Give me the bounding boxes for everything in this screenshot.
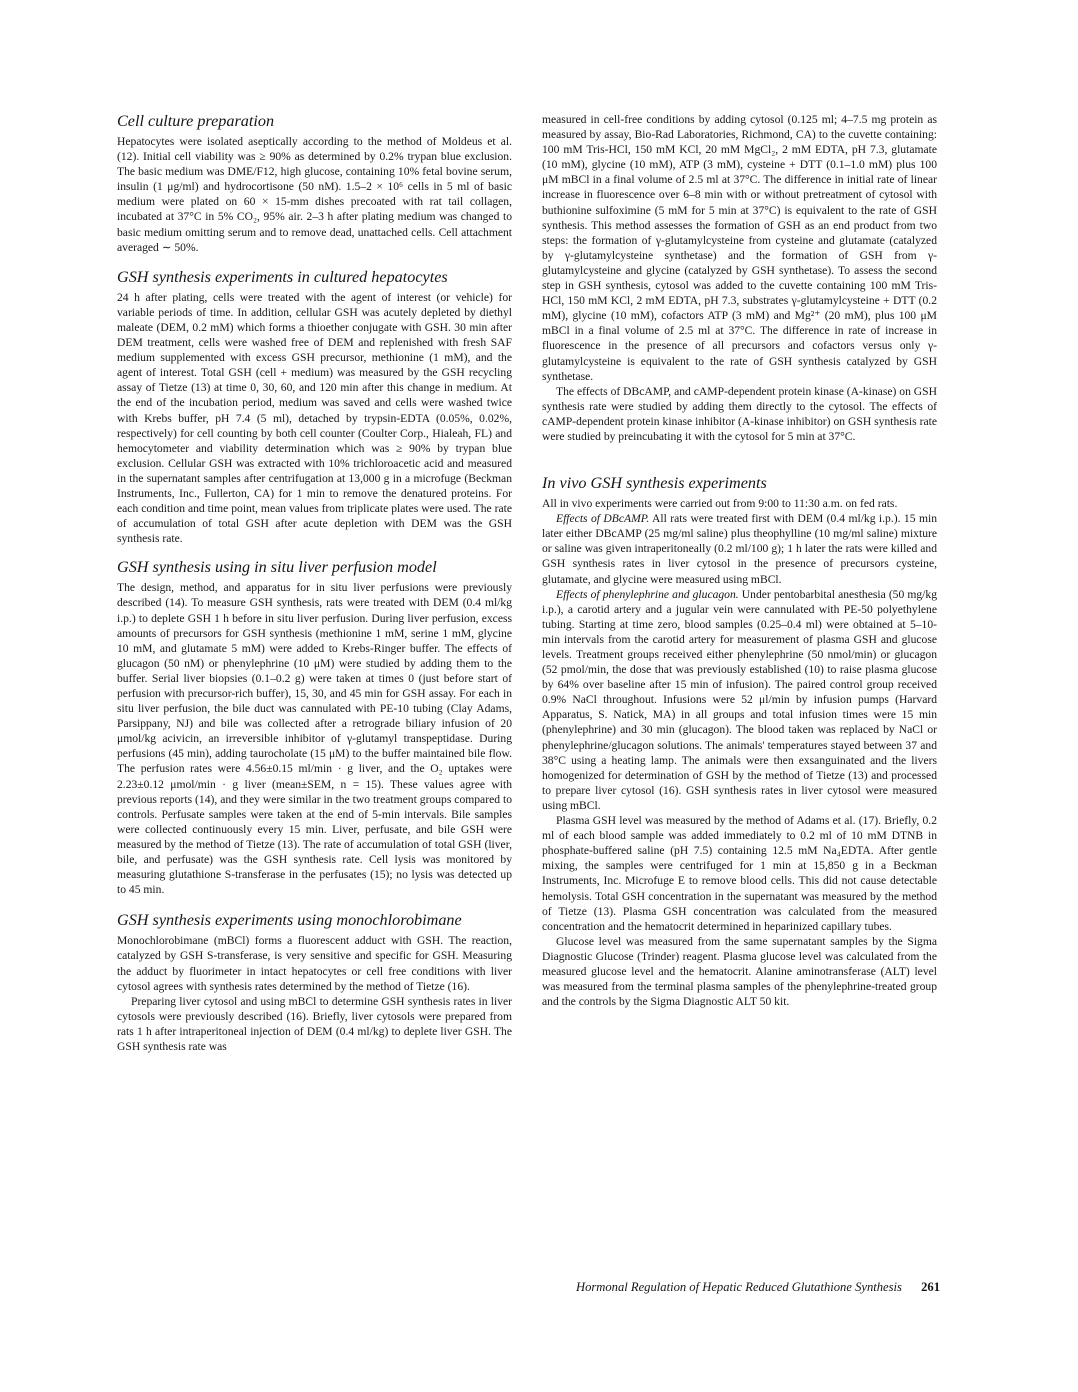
paragraph-cell-free-assay: measured in cell-free conditions by adding cytosol (0.125 ml; 4–7.5 mg protein as measured by assay, Bio-Rad Laboratories, Richmond, CA) to the cuvette containing: 100 mM Tris-HCl, 150 mM KCl, 20 mM MgCl₂, 2 mM EDTA, pH 7.3, glutamate (10 mM), glycine (10 mM), ATP (3 mM), cysteine + DTT (0.1–1.0 mM) plus 100 μM mBCl in a final volume of 2.5 ml at 37°C. The difference in initial rate of linear increase in fluorescence over 6–8 min with or without pretreatment of cytosol with buthionine sulfoximine (5 mM for 5 min at 37°C) is equivalent to the rate of GSH synthesis. This method assesses the formation of GSH as an end product from two steps: the formation of γ-glutamylcysteine from cysteine and glutamate (catalyzed by γ-glutamylcysteine synthetase) and the formation of GSH from γ-glutamylcysteine and glycine (catalyzed by GSH synthetase). To assess the second step in GSH synthesis, cytosol was added to the cuvette containing 100 mM Tris-HCl, 150 mM KCl, 2 mM EDTA, pH 7.3, substrates γ-glutamylcysteine + DTT (0.2 mM), glycine (10 mM), cofactors ATP (3 mM) and Mg²⁺ (20 mM), plus 100 μM mBCl in a final volume of 2.5 ml at 37°C. The difference in rate of increase in fluorescence in the presence of all precursors and cofactors versus only γ-glutamylcysteine is equivalent to the rate of GSH synthesis catalyzed by GSH synthetase. (542, 113, 937, 383)
effects-dbcamp-text: All rats were treated first with DEM (0.4 ml/kg i.p.). 15 min later either DBcAMP (25 mg/ml saline) plus theophylline (10 mg/ml saline) mixture or saline was given intraperitoneally (0.2 ml/100 g); 1 h later the rats were killed and GSH synthesis rates in liver cytosol in the presence of precursors cysteine, glutamate, and glycine were measured using mBCl. (542, 512, 937, 586)
effects-phenylephrine-lead: Effects of phenylephrine and glucagon. (556, 587, 739, 601)
paragraph-glucose-level: Glucose level was measured from the same supernatant samples by the Sigma Diagnostic Glucose (Trinder) reagent. Plasma glucose level was calculated from the measured glucose level and the hematocrit. Alanine aminotransferase (ALT) level was measured from the terminal plasma samples of the phenylephrine-treated group and the controls by the Sigma Diagnostic ALT 50 kit. (542, 934, 937, 1009)
section-heading-cell-culture: Cell culture preparation (117, 112, 275, 130)
running-title: Hormonal Regulation of Hepatic Reduced Glutathione Synthesis (575, 1280, 902, 1294)
section-heading-cultured-hepatocytes: GSH synthesis experiments in cultured hepatocytes (117, 267, 448, 286)
page-number: 261 (921, 1280, 940, 1294)
section-heading-liver-perfusion: GSH synthesis using in situ liver perfusion model (117, 558, 437, 577)
paragraph-cultured-hepatocytes: 24 h after plating, cells were treated with the agent of interest (or vehicle) for variable periods of time. In addition, cellular GSH was acutely depleted by diethyl maleate (DEM, 0.2 mM) which forms a thioether conjugate with GSH. 30 min after DEM treatment, cells were washed free of DEM and replenished with fresh SAF medium supplemented with excess GSH precursor, methionine (1 mM), and the agent of interest. Total GSH (cell + medium) was measured by the GSH recycling assay of Tietze (13) at time 0, 30, 60, and 120 min after this change in medium. At the end of the incubation period, medium was saved and cells were washed twice with Krebs buffer, pH 7.4 (5 ml), detached by trypsin-EDTA (0.05%, 0.02%, respectively) for cell counting by both cell counter (Coulter Corp., Hialeah, FL) and hemocytometer and viability determination which was ≥ 90% by trypan blue exclusion. Cellular GSH was extracted with 10% trichloroacetic acid and measured in the supernatant samples after centrifugation at 13,000 g in a microfuge (Beckman Instruments, Inc., Fullerton, CA) for 1 min to remove the denatured proteins. For each condition and time point, mean values from triplicate plates were used. The rate of accumulation of total GSH after acute depletion with DEM was the GSH synthesis rate. (117, 290, 512, 546)
section-heading-in-vivo: In vivo GSH synthesis experiments (542, 474, 767, 493)
paragraph-monochlorobimane-1: Monochlorobimane (mBCl) forms a fluorescent adduct with GSH. The reaction, catalyzed by GSH S-transferase, is very sensitive and specific for GSH. Measuring the adduct by fluorimeter in intact hepatocytes or cell free conditions with liver cytosol agrees with synthesis rates determined by the method of Tietze (16). (117, 934, 512, 993)
effects-dbcamp-lead: Effects of DBcAMP. (556, 512, 650, 526)
paragraph-cell-culture: Hepatocytes were isolated aseptically according to the method of Moldeus et al. (12). Initial cell viability was ≥ 90% as determined by 0.2% trypan blue exclusion. The basic medium was DME/F12, high glucose, containing 10% fetal bovine serum, insulin (1 μg/ml) and hydrocortisone (50 nM). 1.5–2 × 10⁶ cells in 5 ml of basic medium were plated on 60 × 15-mm dishes precoated with rat tail collagen, incubated at 37°C in 5% CO₂, 95% air. 2–3 h after plating medium was changed to basic medium omitting serum and to remove dead, unattached cells. Cell attachment averaged ∼ 50%. (117, 135, 512, 254)
paragraph-in-vivo-timing: All in vivo experiments were carried out from 9:00 to 11:30 a.m. on fed rats. (542, 497, 898, 511)
left-column (117, 112, 512, 1054)
paragraph-plasma-gsh: Plasma GSH level was measured by the method of Adams et al. (17). Briefly, 0.2 ml of each blood sample was added immediately to 0.2 ml of 10 mM DTNB in phosphate-buffered saline (pH 7.5) containing 12.5 mM Na₄EDTA. After gentle mixing, the samples were centrifuged for 1 min at 15,850 g in a Beckman Instruments, Inc. Microfuge E to remove blood cells. This did not cause detectable hemolysis. Total GSH concentration in the supernatant was measured by the method of Tietze (13). Plasma GSH concentration was calculated from the measured concentration and the hematocrit determined in heparinized capillary tubes. (542, 814, 937, 933)
section-heading-monochlorobimane: GSH synthesis experiments using monochlorobimane (117, 911, 462, 930)
page-footer (470, 1280, 940, 1295)
paragraph-dbcamp-kinase: The effects of DBcAMP, and cAMP-dependent protein kinase (A-kinase) on GSH synthesis rate were studied by adding them directly to the cytosol. The effects of cAMP-dependent protein kinase inhibitor (A-kinase inhibitor) on GSH synthesis rate were studied by preincubating it with the cytosol for 5 min at 37°C. (542, 384, 937, 443)
paragraph-monochlorobimane-2: Preparing liver cytosol and using mBCl to determine GSH synthesis rates in liver cytosols were previously described (16). Briefly, liver cytosols were prepared from rats 1 h after intraperitoneal injection of DEM (0.4 ml/kg) to deplete liver GSH. The GSH synthesis rate was (117, 994, 512, 1053)
effects-phenylephrine-text: Under pentobarbital anesthesia (50 mg/kg i.p.), a carotid artery and a jugular vein were cannulated with PE-50 polyethylene tubing. Starting at time zero, blood samples (0.25–0.4 ml) were obtained at 5–10-min intervals from the carotid artery for measurement of plasma GSH and glucose levels. Treatment groups received either phenylephrine (50 nmol/min) or glucagon (52 pmol/min, the dose that was previously established (10) to raise plasma glucose by 64% over baseline after 15 min of infusion). The paired control group received 0.9% NaCl throughout. Infusions were 52 μl/min by infusion pumps (Harvard Apparatus, S. Natick, MA) in all groups and total infusion times were 15 min (phenylephrine) and 30 min (glucagon). The blood taken was replaced by NaCl or phenylephrine/glucagon solutions. The animals' temperatures stayed between 37 and 38°C using a heating lamp. The animals were then exsanguinated and the livers homogenized for determination of GSH by the method of Tietze (13) and processed to prepare liver cytosol (16). GSH synthesis rates in liver cytosol were measured using mBCl. (542, 587, 937, 812)
paragraph-effects-phenylephrine-glucagon (542, 587, 937, 813)
paragraph-liver-perfusion: The design, method, and apparatus for in situ liver perfusions were previously described (14). To measure GSH synthesis, rats were treated with DEM (0.4 ml/kg i.p.) to deplete GSH 1 h before in situ liver perfusion. During liver perfusion, excess amounts of precursors for GSH synthesis (methionine 1 mM, serine 1 mM, glycine 10 mM, and glutamate 5 mM) were added to Krebs-Ringer buffer. The effects of glucagon (50 nM) or phenylephrine (10 μM) were studied by adding them to the buffer. Serial liver biopsies (0.1–0.2 g) were taken at times 0 (just before start of perfusion with precursor-rich buffer), 15, 30, and 45 min for GSH assay. For each in situ liver perfusion, the bile duct was cannulated with PE-10 tubing (Clay Adams, Parsippany, NJ) and bile was collected after a retrograde biliary infusion of 20 μmol/kg acivicin, an irreversible inhibitor of γ-glutamyl transpeptidase. During perfusions (45 min), adding taurocholate (15 μM) to the buffer maintained bile flow. The perfusion rates were 4.56±0.15 ml/min · g liver, and the O₂ uptakes were 2.23±0.12 μmol/min · g liver (mean±SEM, n = 15). These values agree with previous reports (14), and they were similar in the two treatment groups compared to controls. Perfusate samples were taken at the end of 5-min intervals. Bile samples were collected continuously every 15 min. Liver, perfusate, and bile GSH were measured by the method of Tietze (13). The rate of accumulation of total GSH (liver, bile, and perfusate) was the GSH synthesis rate. Cell lysis was monitored by measuring glutathione S-transferase in the perfusates (15); no lysis was detected up to 45 min. (117, 581, 512, 897)
paragraph-effects-dbcamp (542, 511, 937, 586)
right-column (542, 112, 937, 1009)
